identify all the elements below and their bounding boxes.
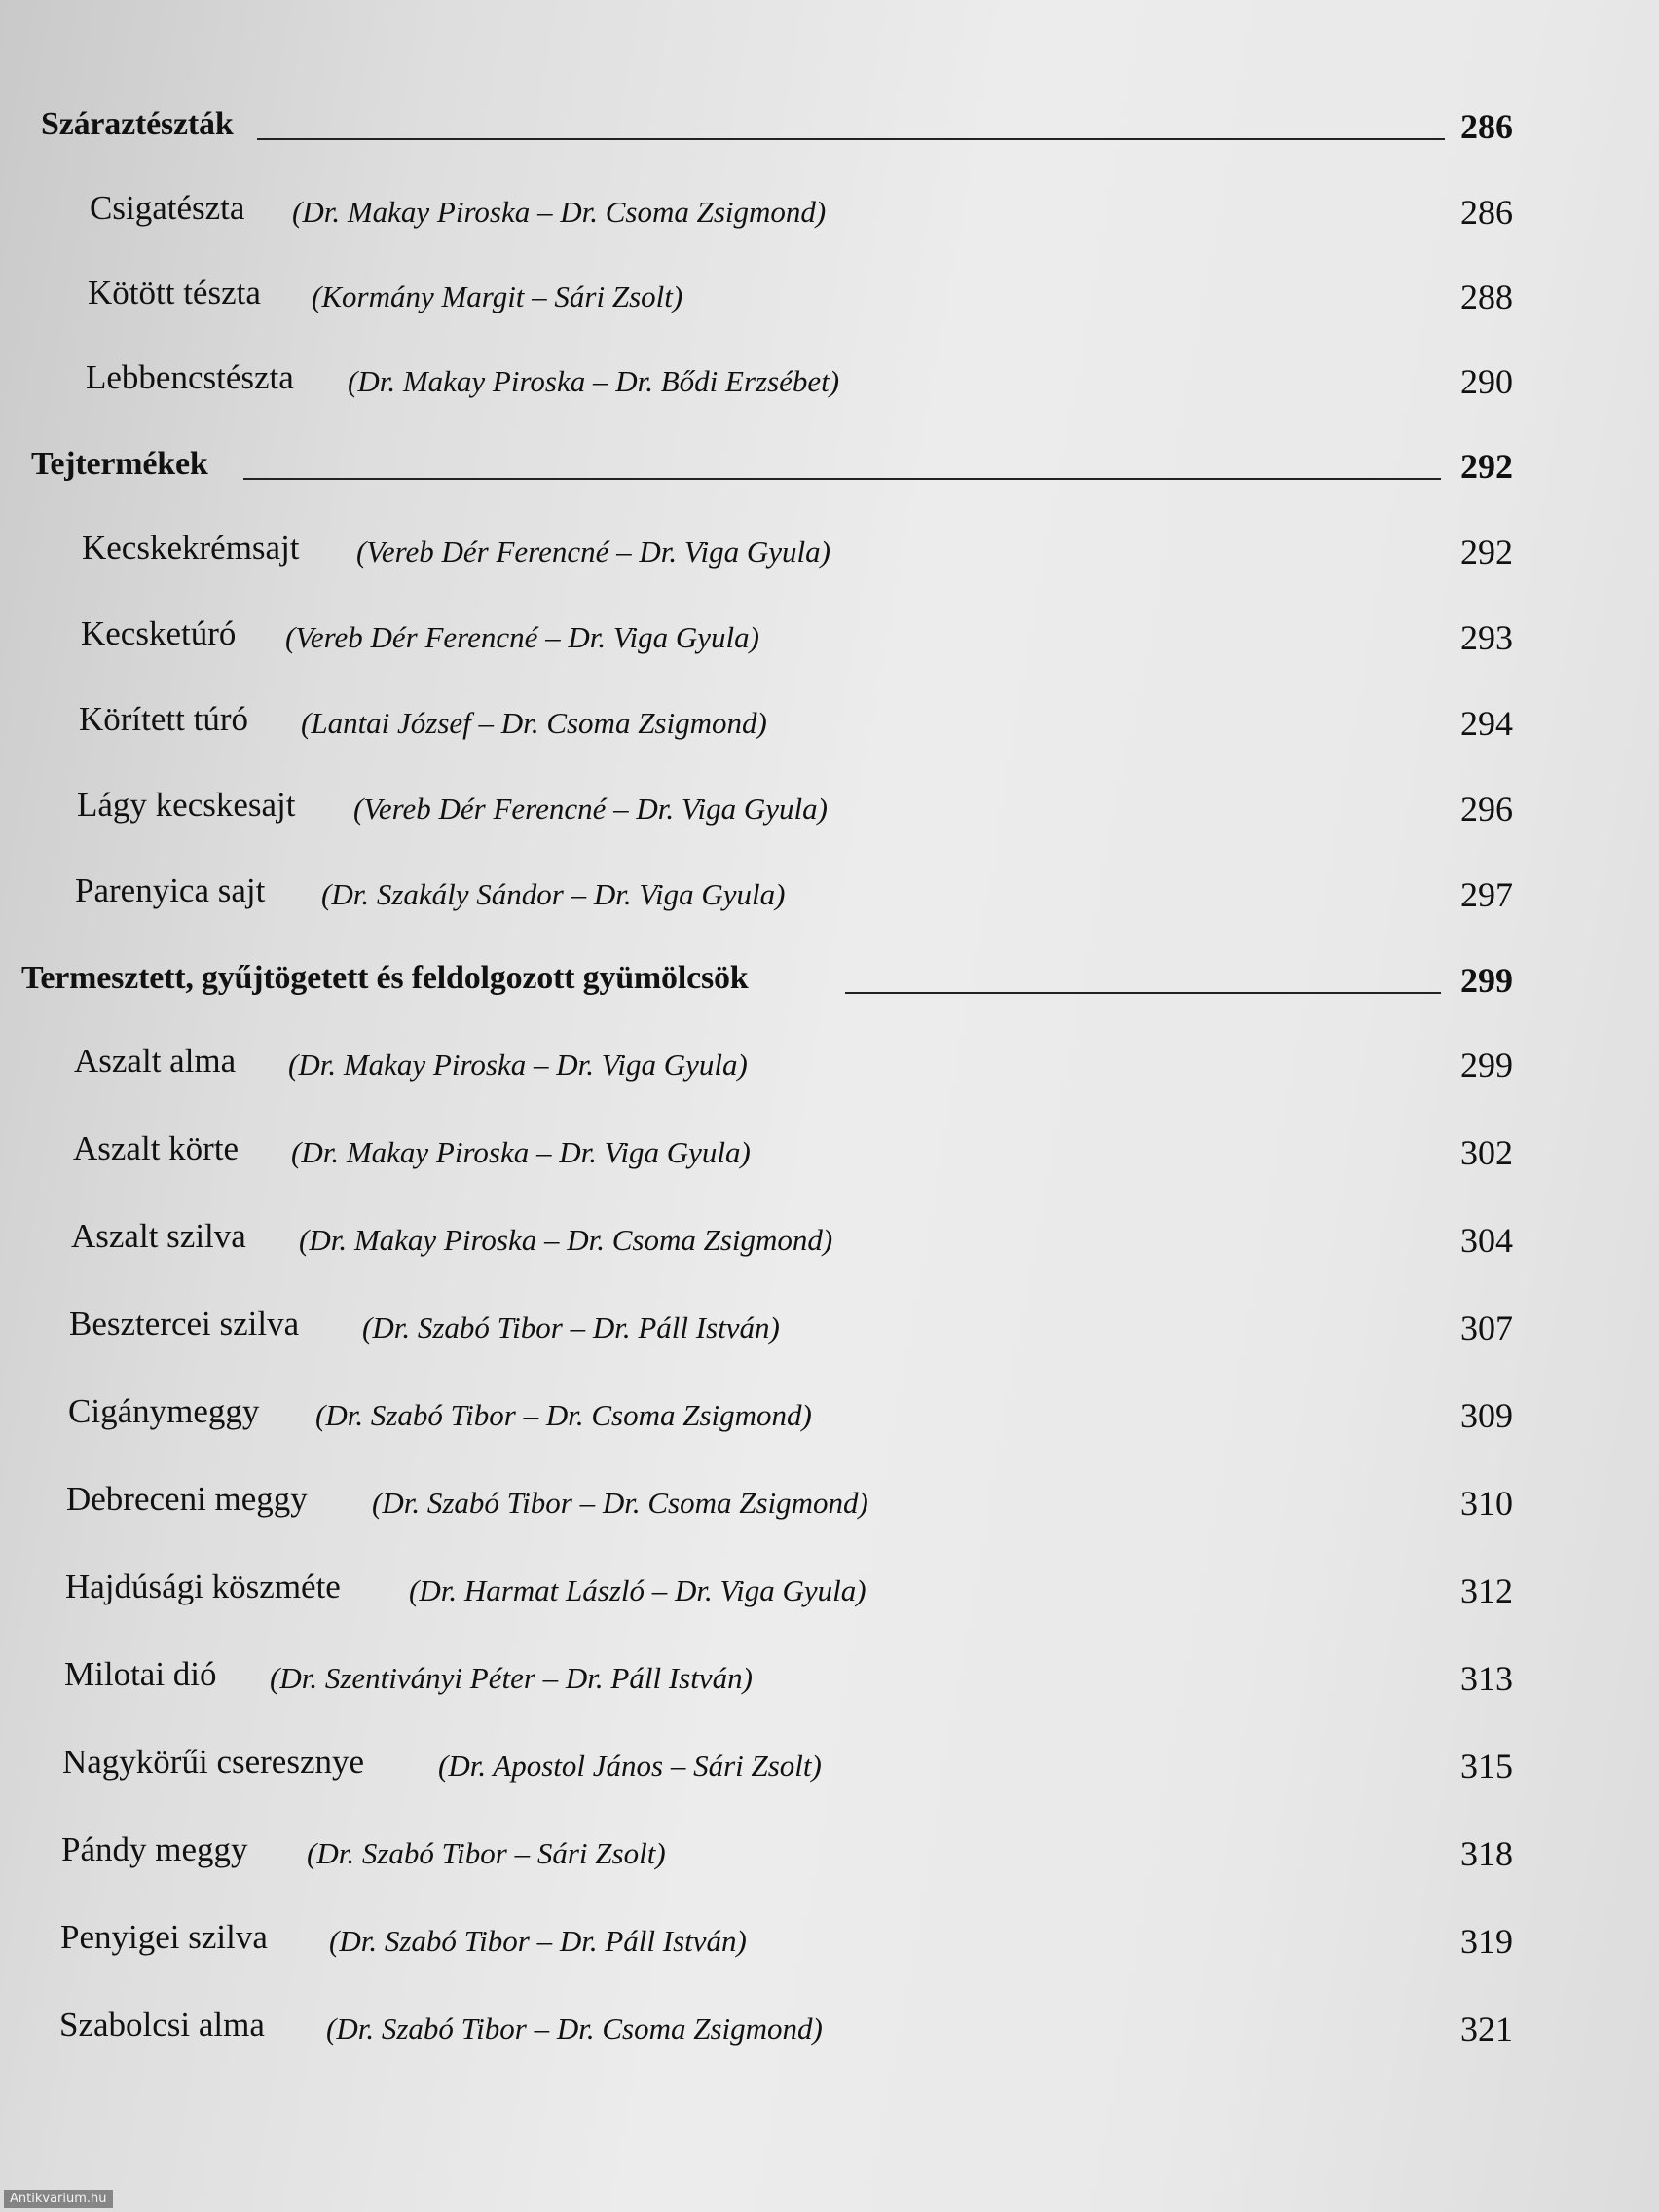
entry-authors: (Vereb Dér Ferencné – Dr. Viga Gyula) [353, 792, 828, 826]
page-number: 286 [1460, 107, 1513, 146]
toc-entry [0, 1036, 1659, 1094]
entry-authors: (Dr. Szentiványi Péter – Dr. Páll István) [270, 1661, 753, 1695]
toc-section-heading [0, 951, 1659, 1010]
toc-entry [0, 1825, 1659, 1883]
toc-entry [0, 2000, 1659, 2058]
section-title: Termesztett, gyűjtögetett és feldolgozott gyümölcsök [21, 960, 749, 996]
page-number: 290 [1460, 362, 1513, 401]
entry-authors: (Dr. Szakály Sándor – Dr. Viga Gyula) [321, 877, 786, 911]
page-number: 307 [1460, 1309, 1513, 1347]
toc-entry [0, 1562, 1659, 1620]
page-number: 293 [1460, 618, 1513, 657]
page-number: 309 [1460, 1396, 1513, 1435]
toc-entry [0, 352, 1659, 411]
entry-authors: (Vereb Dér Ferencné – Dr. Viga Gyula) [285, 620, 759, 654]
entry-title: Aszalt alma [74, 1042, 237, 1080]
entry-authors: (Dr. Makay Piroska – Dr. Csoma Zsigmond) [299, 1223, 833, 1257]
entry-authors: (Vereb Dér Ferencné – Dr. Viga Gyula) [356, 535, 830, 569]
toc-section-heading [0, 437, 1659, 496]
entry-title: Cigánymeggy [68, 1392, 260, 1430]
entry-title: Nagykörűi cseresznye [62, 1743, 365, 1781]
entry-title: Lebbencstészta [86, 358, 294, 396]
entry-authors: (Dr. Makay Piroska – Dr. Viga Gyula) [288, 1048, 748, 1082]
page-number: 321 [1460, 2009, 1513, 2048]
toc-entry [0, 268, 1659, 326]
toc-entry [0, 1649, 1659, 1708]
entry-title: Hajdúsági köszméte [65, 1567, 341, 1605]
page-number: 313 [1460, 1659, 1513, 1698]
toc-entry [0, 1211, 1659, 1270]
leader-line [243, 478, 1441, 480]
toc-entry [0, 608, 1659, 667]
entry-title: Kecsketúró [81, 614, 237, 652]
entry-authors: (Dr. Szabó Tibor – Dr. Páll István) [362, 1310, 780, 1345]
page-number: 319 [1460, 1922, 1513, 1961]
entry-authors: (Dr. Szabó Tibor – Dr. Páll István) [329, 1924, 747, 1958]
toc-entry [0, 523, 1659, 581]
toc-entry [0, 1474, 1659, 1532]
entry-authors: (Dr. Makay Piroska – Dr. Csoma Zsigmond) [292, 195, 827, 229]
page-number: 288 [1460, 277, 1513, 316]
entry-authors: (Dr. Harmat László – Dr. Viga Gyula) [409, 1573, 866, 1607]
entry-title: Lágy kecskesajt [77, 786, 296, 824]
leader-line [845, 992, 1441, 994]
page-number: 312 [1460, 1571, 1513, 1610]
page-number: 296 [1460, 790, 1513, 829]
watermark: Antikvarium.hu [4, 2190, 113, 2208]
toc-entry [0, 1912, 1659, 1971]
entry-title: Aszalt szilva [71, 1217, 246, 1255]
toc-entry [0, 780, 1659, 838]
toc-entry [0, 183, 1659, 241]
entry-authors: (Dr. Makay Piroska – Dr. Viga Gyula) [291, 1135, 751, 1169]
entry-authors: (Dr. Szabó Tibor – Dr. Csoma Zsigmond) [315, 1398, 812, 1432]
entry-title: Milotai dió [64, 1655, 217, 1693]
entry-title: Aszalt körte [73, 1129, 240, 1167]
page-number: 318 [1460, 1834, 1513, 1873]
entry-title: Csigatészta [90, 189, 245, 227]
page-number: 299 [1460, 1046, 1513, 1085]
entry-authors: (Dr. Makay Piroska – Dr. Bődi Erzsébet) [348, 364, 840, 398]
toc-entry [0, 1124, 1659, 1182]
toc-entry [0, 1299, 1659, 1357]
toc-entry [0, 694, 1659, 753]
section-title: Száraztészták [41, 106, 234, 142]
page-number: 294 [1460, 704, 1513, 743]
entry-authors: (Dr. Szabó Tibor – Dr. Csoma Zsigmond) [372, 1486, 868, 1520]
page-number: 304 [1460, 1221, 1513, 1260]
page-number: 297 [1460, 875, 1513, 914]
section-title: Tejtermékek [31, 446, 208, 482]
page-number: 299 [1460, 961, 1513, 1000]
entry-title: Kecskekrémsajt [82, 529, 300, 567]
entry-title: Parenyica sajt [75, 871, 266, 909]
leader-line [257, 138, 1445, 140]
toc-entry [0, 866, 1659, 924]
toc-section-heading [0, 97, 1659, 156]
page-number: 310 [1460, 1484, 1513, 1523]
page-number: 292 [1460, 447, 1513, 486]
entry-title: Besztercei szilva [69, 1305, 300, 1343]
entry-authors: (Dr. Szabó Tibor – Sári Zsolt) [307, 1836, 666, 1870]
entry-title: Debreceni meggy [66, 1480, 308, 1518]
entry-title: Penyigei szilva [60, 1918, 268, 1956]
toc-entry [0, 1386, 1659, 1445]
page-number: 292 [1460, 533, 1513, 571]
entry-authors: (Lantai József – Dr. Csoma Zsigmond) [301, 706, 767, 740]
page-number: 302 [1460, 1133, 1513, 1172]
entry-title: Körített túró [79, 700, 248, 738]
page-number: 286 [1460, 193, 1513, 232]
entry-title: Pándy meggy [61, 1830, 248, 1868]
toc-entry [0, 1737, 1659, 1795]
page-number: 315 [1460, 1747, 1513, 1786]
entry-authors: (Dr. Szabó Tibor – Dr. Csoma Zsigmond) [326, 2011, 823, 2046]
entry-authors: (Dr. Apostol János – Sári Zsolt) [438, 1749, 822, 1783]
entry-authors: (Kormány Margit – Sári Zsolt) [312, 279, 683, 313]
entry-title: Szabolcsi alma [59, 2006, 265, 2044]
entry-title: Kötött tészta [88, 274, 261, 312]
